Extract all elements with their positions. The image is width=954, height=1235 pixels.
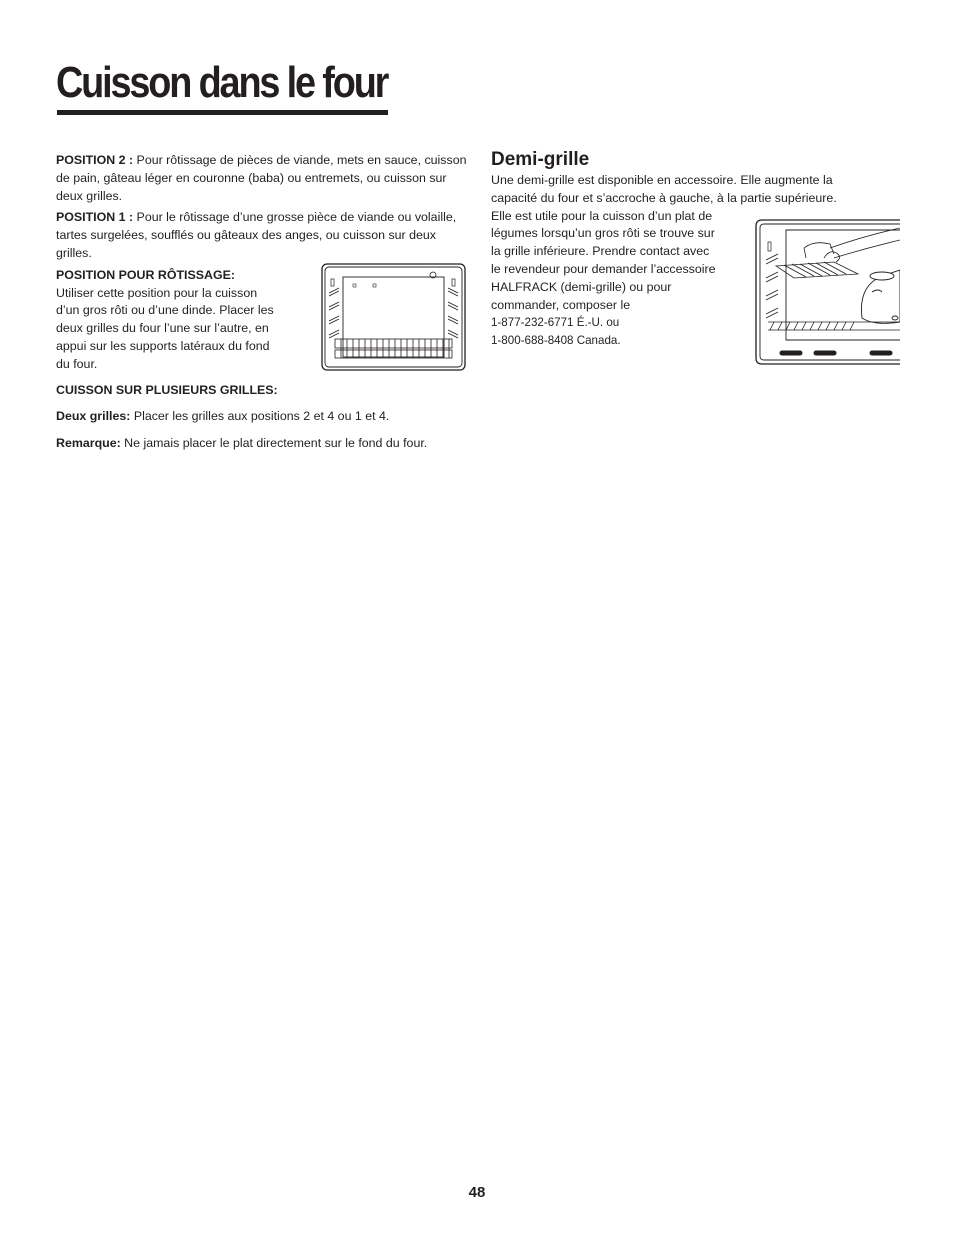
roasting-heading: POSITION POUR RÔTISSAGE: (56, 267, 235, 282)
phone-canada: 1-800-688-8408 Canada. (491, 334, 621, 348)
two-racks-paragraph (56, 408, 468, 426)
half-rack-body-line: commander, composer le (491, 297, 631, 312)
oven-roasting-illustration (321, 263, 466, 371)
roasting-line: appui sur les supports latéraux du fond (56, 338, 270, 353)
two-racks-label: Deux grilles: (56, 409, 131, 424)
roasting-line: Utiliser cette position pour la cuisson (56, 285, 258, 300)
roasting-line: du four. (56, 356, 98, 371)
position-1-paragraph (56, 209, 468, 262)
roasting-section (56, 267, 296, 374)
position-2-label: POSITION 2 : (56, 153, 134, 167)
two-racks-text: Placer les grilles aux positions 2 et 4 ou 1 et 4. (130, 409, 390, 424)
title-underline (57, 110, 388, 115)
note-text: Ne jamais placer le plat directement sur le fond du four. (120, 436, 428, 451)
page-title: Cuisson dans le four (56, 58, 388, 107)
position-2-text: Pour rôtissage de pièces de viande, mets en sauce, cuisson de pain, gâteau léger en couronne (baba) ou entremets, ou cuisson sur deux grilles. (56, 153, 467, 203)
half-rack-illustration (754, 218, 900, 366)
multi-rack-heading: CUISSON SUR PLUSIEURS GRILLES: (56, 382, 278, 397)
page-number: 48 (468, 1184, 486, 1201)
note-paragraph (56, 435, 468, 453)
position-2-paragraph (56, 152, 468, 205)
half-rack-intro-line: capacité du four et s’accroche à gauche, à la partie supérieure. (491, 190, 837, 205)
roasting-line: d’un gros rôti ou d’une dinde. Placer les (56, 303, 274, 318)
half-rack-intro-line: Une demi-grille est disponible en accessoire. Elle augmente la (491, 173, 833, 187)
position-1-text: Pour le rôtissage d’une grosse pièce de viande ou volaille, tartes surgelées, soufflés ou gâteaux des anges, ou cuisson sur deux grilles. (56, 210, 457, 260)
roasting-line: deux grilles du four l’une sur l’autre, en (56, 321, 269, 336)
half-rack-heading: Demi-grille (491, 149, 590, 170)
half-rack-body-line: légumes lorsqu’un gros rôti se trouve sur (491, 226, 715, 241)
half-rack-body-line: Elle est utile pour la cuisson d’un plat de (491, 208, 713, 223)
half-rack-body-line: HALFRACK (demi-grille) ou pour (491, 279, 672, 294)
half-rack-body (491, 208, 741, 350)
half-rack-body-line: le revendeur pour demander l’accessoire (491, 261, 716, 276)
position-1-label: POSITION 1 : (56, 210, 134, 225)
note-label: Remarque: (56, 436, 121, 451)
phone-us: 1-877-232-6771 É.-U. ou (491, 316, 620, 330)
half-rack-body-line: la grille inférieure. Prendre contact avec (491, 244, 710, 259)
